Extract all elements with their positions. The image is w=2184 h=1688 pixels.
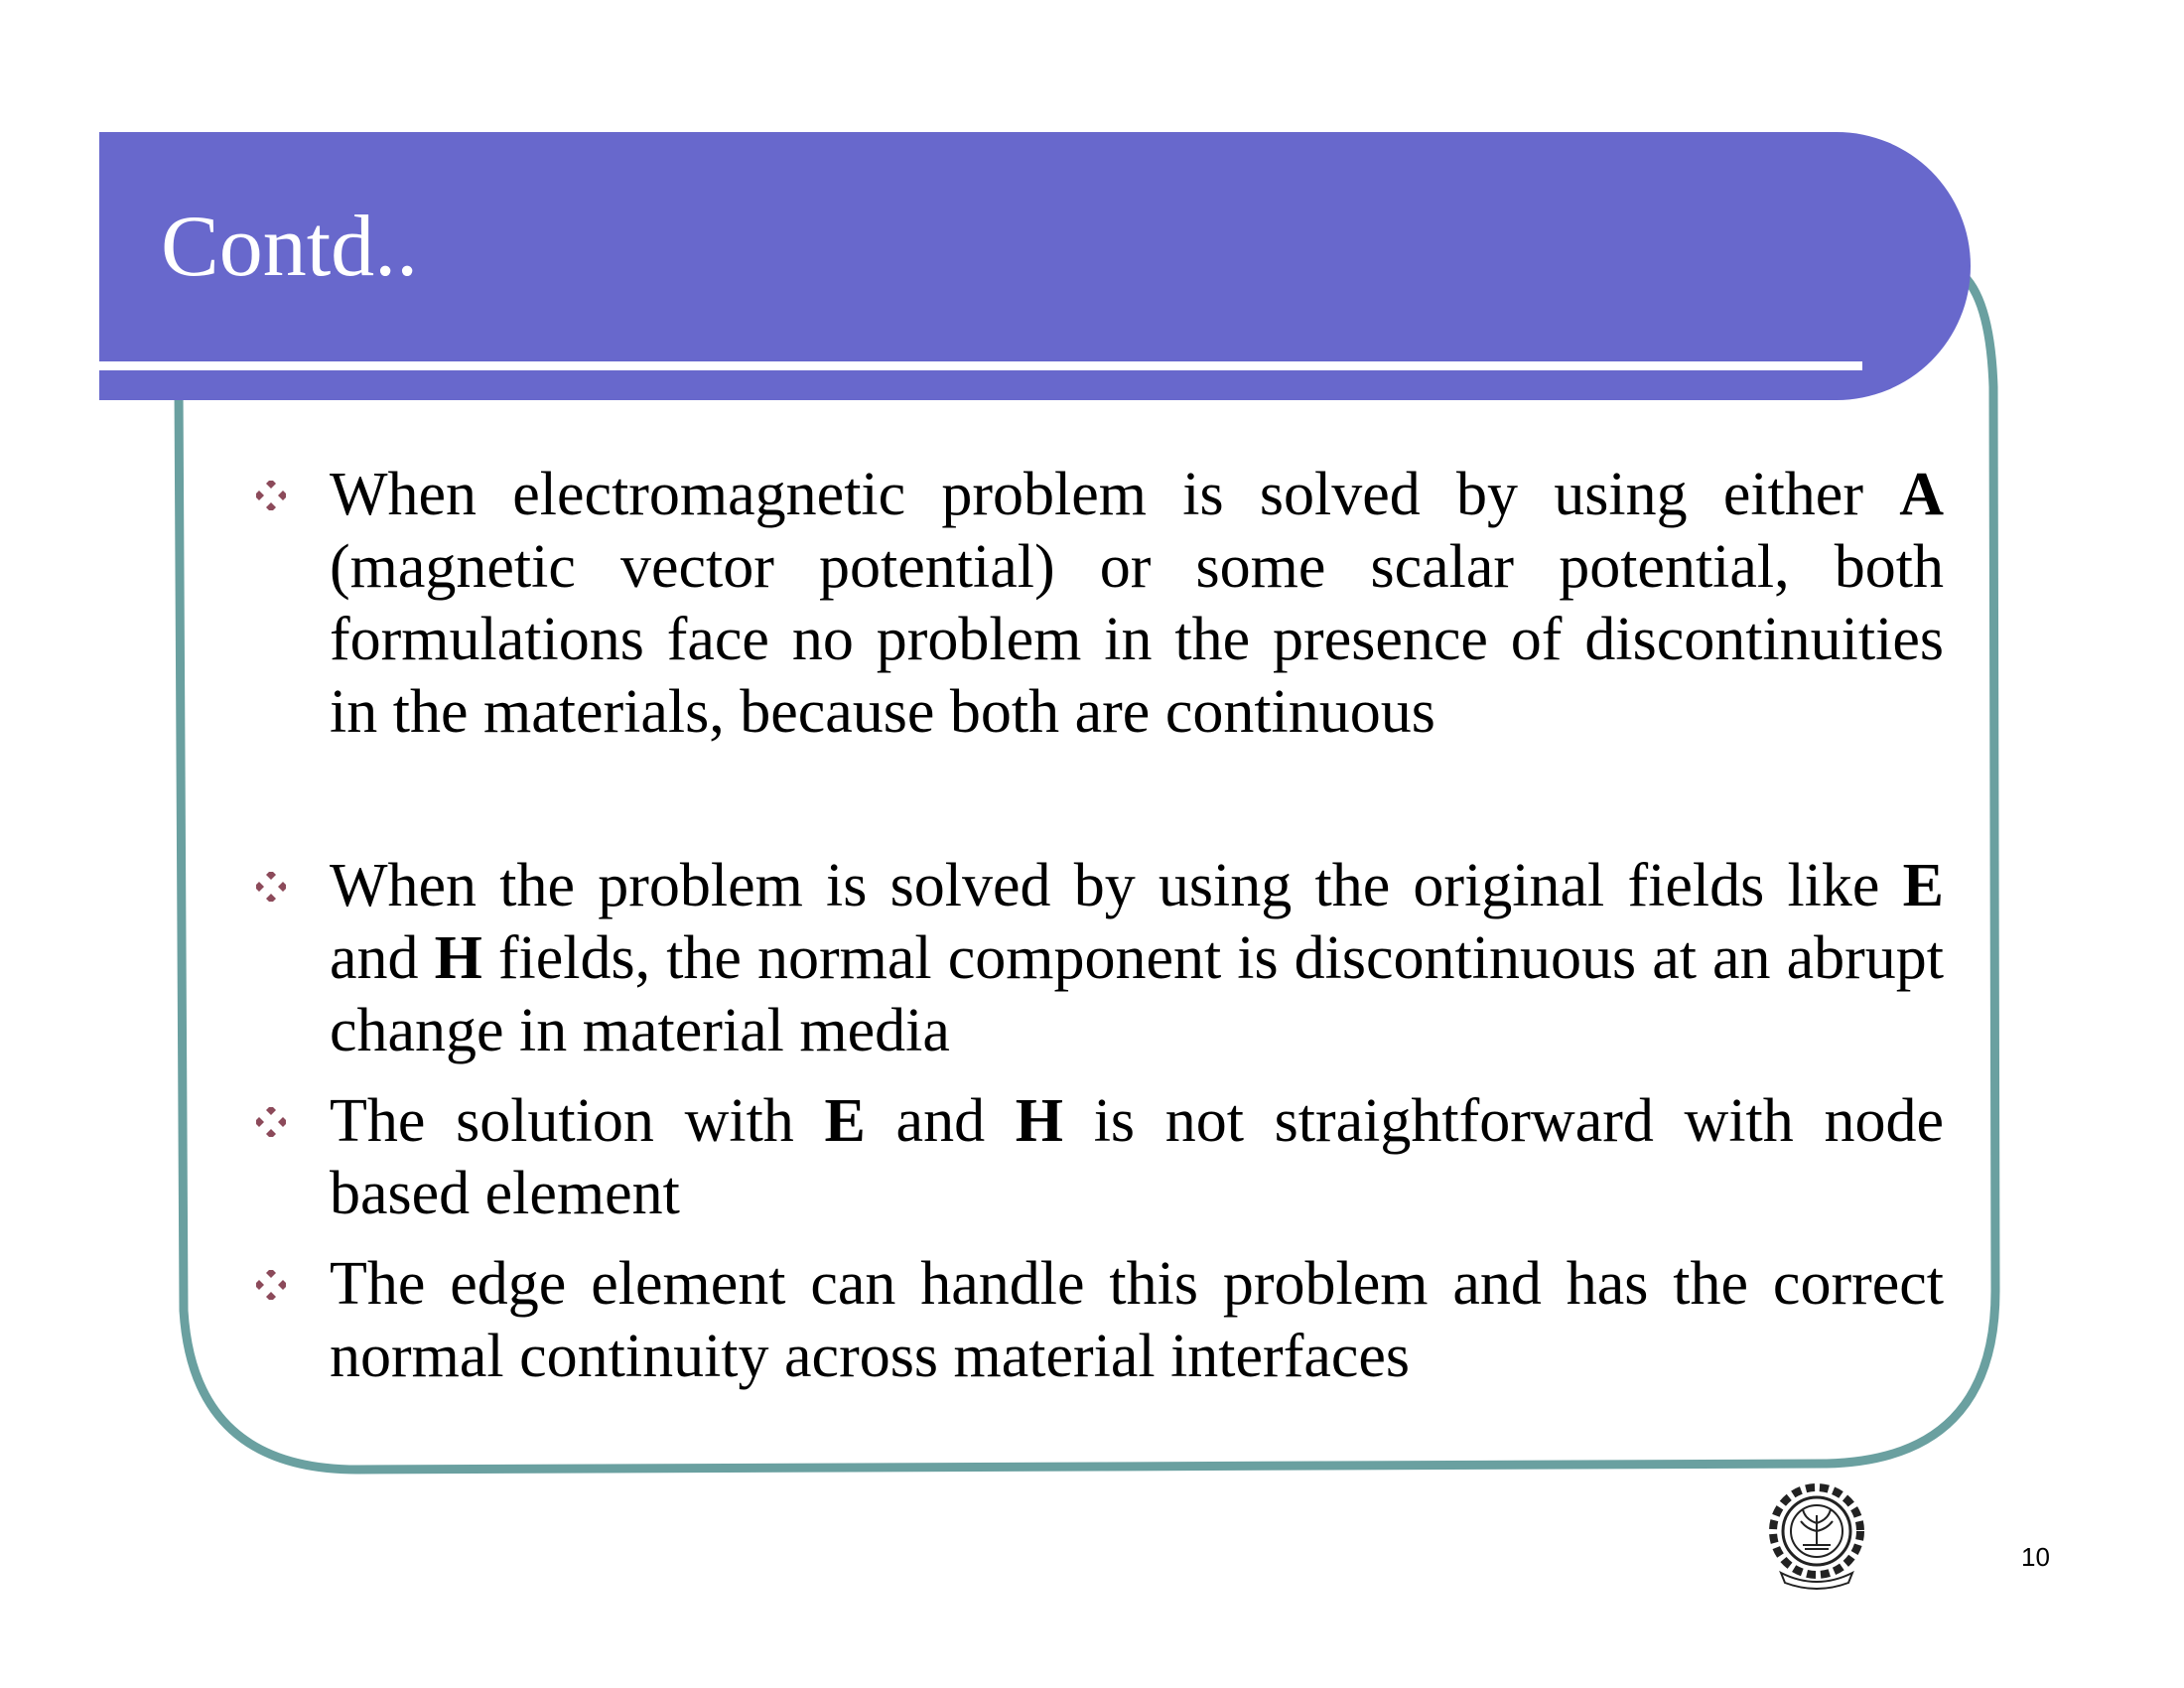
bullet-item (256, 1085, 1944, 1230)
diamond-bullet-icon (256, 1107, 286, 1137)
bullet-text (330, 1250, 1944, 1390)
bold-term: H (1015, 1087, 1063, 1155)
diamond-bullet-icon (256, 1270, 286, 1300)
bold-term: E (824, 1087, 866, 1155)
text-run: The edge element can handle this problem and has the correct normal continuity across material interfaces (330, 1250, 1944, 1390)
diamond-bullet-icon (256, 872, 286, 902)
text-run: The solution with (330, 1087, 825, 1155)
diamond-bullet-icon (256, 481, 286, 510)
bullet-item (256, 459, 1944, 749)
text-run: When electromagnetic problem is solved by using either (330, 461, 1900, 528)
bullet-text (330, 461, 1944, 746)
bold-term: A (1899, 461, 1944, 528)
slide-title: Contd.. (161, 199, 419, 295)
text-run: is not straightforward with node based element (330, 1087, 1944, 1227)
text-run: and (865, 1087, 1016, 1155)
text-run: fields, the normal component is discontinuous at an abrupt change in material media (330, 924, 1944, 1064)
header-rule (99, 361, 1862, 370)
text-run: and (330, 924, 435, 992)
bullet-text (330, 1087, 1944, 1227)
bold-term: H (434, 924, 482, 992)
text-run: (magnetic vector potential) or some scalar potential, both formulations face no problem in the presence of discontinuities in the materials, because both are continuous (330, 533, 1944, 746)
page-number: 10 (2021, 1542, 2050, 1572)
bold-term: E (1902, 852, 1944, 919)
institute-emblem (1759, 1476, 1874, 1591)
bullet-item (256, 1248, 1944, 1393)
bullet-text (330, 852, 1944, 1064)
bullet-item (256, 850, 1944, 1067)
bullet-list (256, 459, 1944, 1393)
text-run: When the problem is solved by using the original fields like (330, 852, 1903, 919)
